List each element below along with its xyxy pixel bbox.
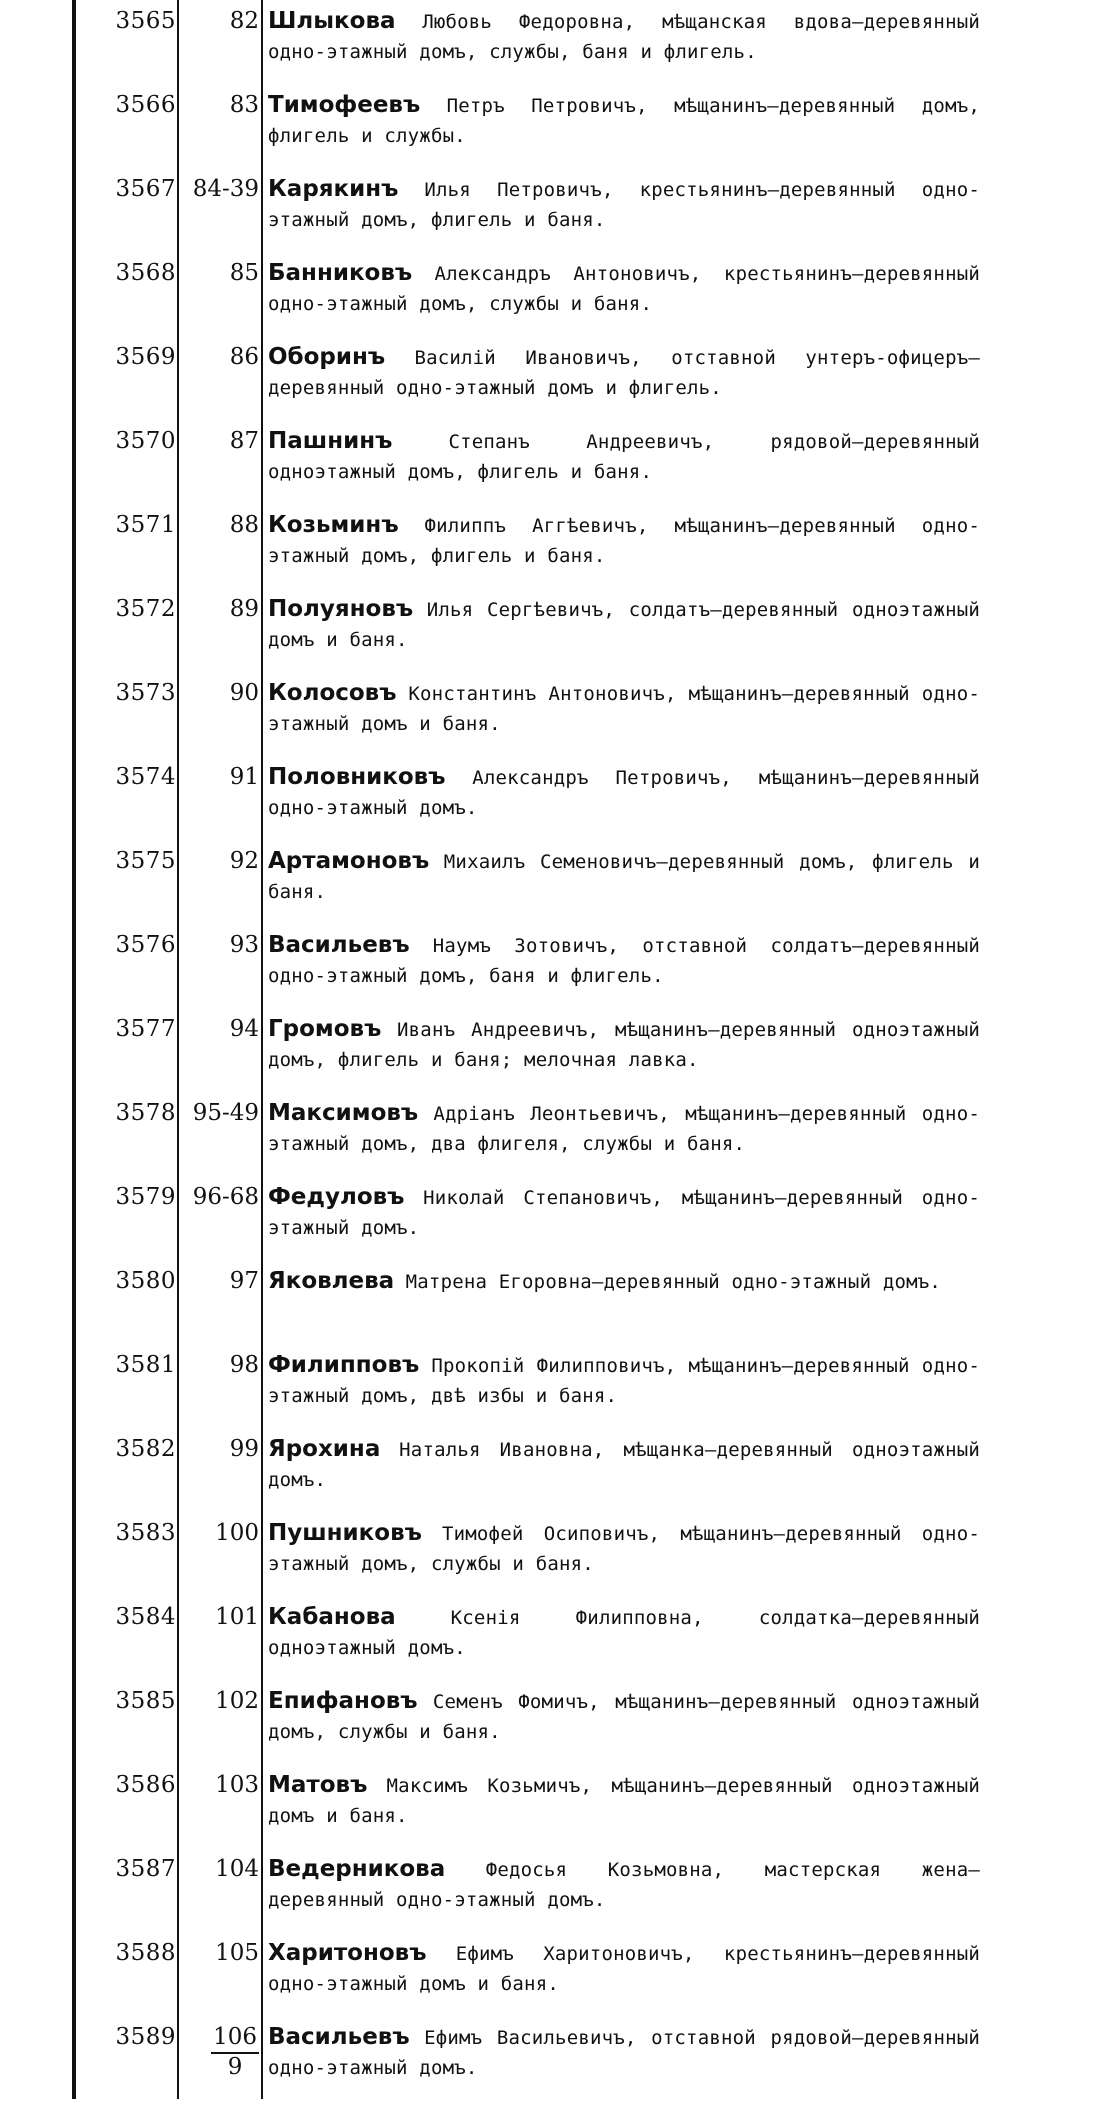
entry-number: 3580 <box>115 1268 176 1294</box>
entry-number: 3574 <box>115 764 176 790</box>
entry-number: 3585 <box>115 1688 176 1714</box>
entry-number: 3577 <box>115 1016 176 1042</box>
register-entry <box>0 1768 1100 1852</box>
register-entry <box>0 340 1100 424</box>
entry-number: 3579 <box>115 1184 176 1210</box>
owner-surname: Матовъ <box>268 1772 368 1798</box>
plot-number: 99 <box>229 1436 259 1462</box>
entry-description <box>268 90 980 151</box>
owner-surname: Громовъ <box>268 1016 382 1042</box>
owner-details: Наумъ Зотовичъ, отставной солдатъ—деревянный одно-этажный домъ, баня и флигель. <box>268 935 980 987</box>
entry-description <box>268 1602 980 1663</box>
owner-details: Иванъ Андреевичъ, мѣщанинъ—деревянный одноэтажный домъ, флигель и баня; мелочная лавка. <box>268 1019 980 1071</box>
plot-number: 97 <box>229 1268 259 1294</box>
plot-number: 91 <box>229 764 259 790</box>
owner-details: Матрена Егоровна—деревянный одно-этажный домъ. <box>405 1271 942 1293</box>
owner-surname: Яковлева <box>268 1268 395 1294</box>
entry-description <box>268 1014 980 1075</box>
owner-details: Петръ Петровичъ, мѣщанинъ—деревянный домъ, флигель и службы. <box>268 95 980 147</box>
plot-number: 104 <box>215 1856 259 1882</box>
owner-details: Илья Петровичъ, крестьянинъ—деревянный одно-этажный домъ, флигель и баня. <box>268 179 980 231</box>
entry-description <box>268 174 980 235</box>
entry-description <box>268 342 980 403</box>
owner-details: Александръ Антоновичъ, крестьянинъ—деревянный одно-этажный домъ, службы и баня. <box>268 263 980 315</box>
entry-number: 3586 <box>115 1772 176 1798</box>
entry-number: 3581 <box>115 1352 176 1378</box>
owner-details: Филиппъ Аггѣевичъ, мѣщанинъ—деревянный одно-этажный домъ, флигель и баня. <box>268 515 980 567</box>
entry-description <box>268 762 980 823</box>
entry-description <box>268 510 980 571</box>
entry-number: 3573 <box>115 680 176 706</box>
entry-number: 3584 <box>115 1604 176 1630</box>
entry-number: 3570 <box>115 428 176 454</box>
entry-description <box>268 1518 980 1579</box>
plot-number: 94 <box>229 1016 259 1042</box>
plot-number: 84-39 <box>192 176 259 202</box>
entry-number: 3587 <box>115 1856 176 1882</box>
owner-details: Николай Степановичъ, мѣщанинъ—деревянный одно-этажный домъ. <box>268 1187 980 1239</box>
owner-surname: Пушниковъ <box>268 1520 422 1546</box>
owner-details: Илья Сергѣевичъ, солдатъ—деревянный одноэтажный домъ и баня. <box>268 599 980 651</box>
register-entry <box>0 88 1100 172</box>
owner-surname: Половниковъ <box>268 764 446 790</box>
entry-description <box>268 2022 980 2083</box>
entry-description <box>268 6 980 67</box>
plot-number: 93 <box>229 932 259 958</box>
register-entry <box>0 1852 1100 1936</box>
plot-number: 88 <box>229 512 259 538</box>
owner-details: Прокопій Филипповичъ, мѣщанинъ—деревянный одно-этажный домъ, двѣ избы и баня. <box>268 1355 980 1407</box>
owner-surname: Епифановъ <box>268 1688 418 1714</box>
plot-number: 86 <box>229 344 259 370</box>
owner-details: Федосья Козьмовна, мастерская жена—деревянный одно-этажный домъ. <box>268 1859 980 1911</box>
owner-details: Александръ Петровичъ, мѣщанинъ—деревянный одно-этажный домъ. <box>268 767 980 819</box>
entry-number: 3578 <box>115 1100 176 1126</box>
register-entry <box>0 1180 1100 1264</box>
entry-number: 3582 <box>115 1436 176 1462</box>
entry-description <box>268 1854 980 1915</box>
register-entry <box>0 1936 1100 2020</box>
owner-surname: Харитоновъ <box>268 1940 427 1966</box>
owner-surname: Шлыкова <box>268 8 396 34</box>
register-entry <box>0 4 1100 88</box>
entry-description <box>268 1770 980 1831</box>
owner-surname: Пашнинъ <box>268 428 393 454</box>
entry-description <box>268 1434 980 1495</box>
owner-details: Ксенія Филипповна, солдатка—деревянный одноэтажный домъ. <box>268 1607 980 1659</box>
register-entry <box>0 1600 1100 1684</box>
entry-description <box>268 594 980 655</box>
owner-details: Адріанъ Леонтьевичъ, мѣщанинъ—деревянный одно-этажный домъ, два флигеля, службы и баня. <box>268 1103 980 1155</box>
plot-number: 96-68 <box>192 1184 259 1210</box>
plot-number: 83 <box>229 92 259 118</box>
plot-number: 100 <box>215 1520 259 1546</box>
entry-number: 3567 <box>115 176 176 202</box>
entry-description <box>268 426 980 487</box>
entry-number: 3571 <box>115 512 176 538</box>
register-entry <box>0 592 1100 676</box>
entry-number: 3566 <box>115 92 176 118</box>
owner-surname: Артамоновъ <box>268 848 430 874</box>
plot-number: 89 <box>229 596 259 622</box>
owner-details: Константинъ Антоновичъ, мѣщанинъ—деревянный одно-этажный домъ и баня. <box>268 683 980 735</box>
owner-surname: Ведерникова <box>268 1856 446 1882</box>
plot-number: 82 <box>229 8 259 34</box>
entry-description <box>268 1686 980 1747</box>
entry-number: 3576 <box>115 932 176 958</box>
owner-surname: Васильевъ <box>268 932 410 958</box>
plot-number: 102 <box>215 1688 259 1714</box>
plot-number: 103 <box>215 1772 259 1798</box>
register-entry <box>0 1348 1100 1432</box>
plot-number: 85 <box>229 260 259 286</box>
owner-details: Семенъ Фомичъ, мѣщанинъ—деревянный одноэтажный домъ, службы и баня. <box>268 1691 980 1743</box>
owner-details: Наталья Ивановна, мѣщанка—деревянный одноэтажный домъ. <box>268 1439 980 1491</box>
register-entry <box>0 172 1100 256</box>
owner-details: Тимофей Осиповичъ, мѣщанинъ—деревянный одно-этажный домъ, службы и баня. <box>268 1523 980 1575</box>
entry-number: 3583 <box>115 1520 176 1546</box>
register-entry <box>0 676 1100 760</box>
plot-number: 106 <box>211 2022 259 2054</box>
plot-number: 90 <box>229 680 259 706</box>
owner-details: Любовь Федоровна, мѣщанская вдова—деревянный одно-этажный домъ, службы, баня и флигель. <box>268 11 980 63</box>
plot-number: 87 <box>229 428 259 454</box>
owner-details: Ефимъ Васильевичъ, отставной рядовой—деревянный одно-этажный домъ. <box>268 2027 980 2079</box>
plot-number: 92 <box>229 848 259 874</box>
plot-number: 98 <box>229 1352 259 1378</box>
entry-number: 3565 <box>115 8 176 34</box>
entry-description <box>268 1266 980 1297</box>
owner-surname: Васильевъ <box>268 2024 410 2050</box>
entry-description <box>268 258 980 319</box>
owner-details: Ефимъ Харитоновичъ, крестьянинъ—деревянный одно-этажный домъ и баня. <box>268 1943 980 1995</box>
plot-sub-number: 9 <box>227 2054 243 2080</box>
entry-number: 3572 <box>115 596 176 622</box>
entry-description <box>268 1182 980 1243</box>
owner-surname: Банниковъ <box>268 260 413 286</box>
register-entry <box>0 760 1100 844</box>
entry-number: 3588 <box>115 1940 176 1966</box>
register-entry <box>0 1684 1100 1768</box>
register-entry <box>0 1516 1100 1600</box>
entry-number: 3589 <box>115 2024 176 2050</box>
owner-surname: Козьминъ <box>268 512 399 538</box>
register-entry <box>0 2020 1100 2104</box>
register-entry <box>0 1432 1100 1516</box>
register-entry <box>0 844 1100 928</box>
entry-number: 3575 <box>115 848 176 874</box>
owner-surname: Максимовъ <box>268 1100 419 1126</box>
owner-details: Максимъ Козьмичъ, мѣщанинъ—деревянный одноэтажный домъ и баня. <box>268 1775 980 1827</box>
entry-number: 3569 <box>115 344 176 370</box>
register-entry <box>0 256 1100 340</box>
owner-surname: Карякинъ <box>268 176 399 202</box>
entry-description <box>268 1350 980 1411</box>
plot-number: 101 <box>215 1604 259 1630</box>
entry-description <box>268 1938 980 1999</box>
entry-description <box>268 678 980 739</box>
owner-surname: Федуловъ <box>268 1184 405 1210</box>
owner-details: Михаилъ Семеновичъ—деревянный домъ, флигель и баня. <box>268 851 980 903</box>
entry-description <box>268 1098 980 1159</box>
entry-number: 3568 <box>115 260 176 286</box>
plot-number: 95-49 <box>192 1100 259 1126</box>
plot-number: 105 <box>215 1940 259 1966</box>
register-entry <box>0 1012 1100 1096</box>
owner-surname: Тимофеевъ <box>268 92 421 118</box>
owner-surname: Оборинъ <box>268 344 386 370</box>
register-entry <box>0 508 1100 592</box>
owner-details: Василій Ивановичъ, отставной унтеръ-офицеръ—деревянный одно-этажный домъ и флигель. <box>268 347 980 399</box>
plot-number-fraction <box>211 2022 259 2082</box>
register-entry <box>0 424 1100 508</box>
owner-surname: Ярохина <box>268 1436 381 1462</box>
owner-surname: Филипповъ <box>268 1352 420 1378</box>
owner-surname: Полуяновъ <box>268 596 414 622</box>
entry-description <box>268 930 980 991</box>
register-entry <box>0 928 1100 1012</box>
owner-details: Степанъ Андреевичъ, рядовой—деревянный одноэтажный домъ, флигель и баня. <box>268 431 980 483</box>
register-entry <box>0 1096 1100 1180</box>
owner-surname: Колосовъ <box>268 680 397 706</box>
register-entry <box>0 1264 1100 1348</box>
owner-surname: Кабанова <box>268 1604 396 1630</box>
entry-description <box>268 846 980 907</box>
